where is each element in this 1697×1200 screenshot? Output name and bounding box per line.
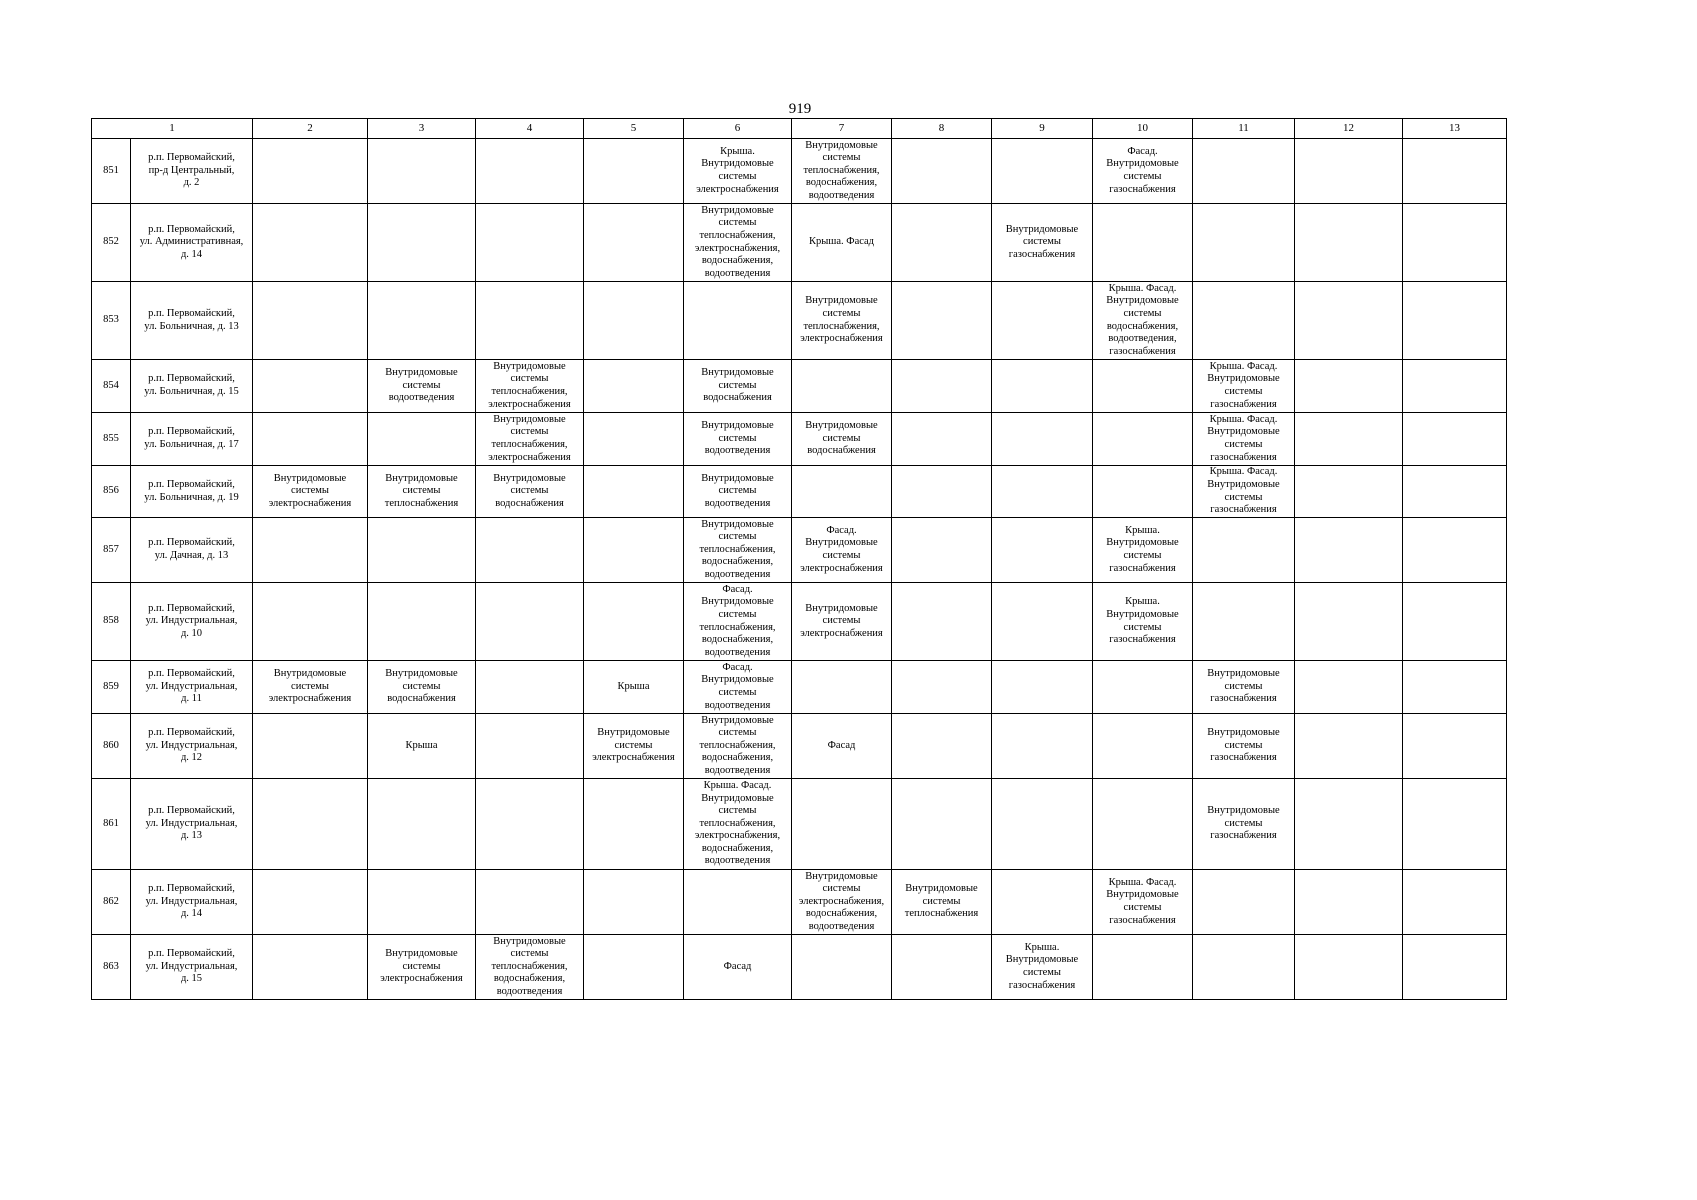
work-cell-3 [368,714,476,779]
work-cell-6 [684,204,792,282]
work-cell-10 [1093,360,1193,413]
column-number-row [92,119,1507,139]
row-number: 858 [103,615,119,627]
work-text: Крыша. Фасад. Внутридомовые системы газоснабжения [1106,876,1179,926]
work-text: Внутридомовые системы водоотведения [701,472,774,509]
row-number-cell [92,935,131,1000]
table-row [92,779,1507,870]
work-cell-4 [476,935,584,1000]
address-text: р.п. Первомайский, ул. Административная, д. 14 [139,223,244,260]
work-cell-12 [1295,583,1403,661]
work-cell-10 [1093,661,1193,714]
work-cell-13 [1403,139,1507,204]
work-cell-6 [684,282,792,360]
row-number: 857 [103,543,119,555]
work-cell-2 [253,714,368,779]
work-cell-10 [1093,466,1193,518]
work-cell-10 [1093,935,1193,1000]
work-text: Крыша. Фасад. Внутридомовые системы газоснабжения [1207,413,1280,463]
address-cell [131,870,253,935]
work-cell-12 [1295,518,1403,583]
work-text: Внутридомовые системы электроснабжения, водоснабжения, водоотведения [798,870,885,932]
work-cell-12 [1295,466,1403,518]
table-row [92,204,1507,282]
work-text: Фасад. Внутридомовые системы электроснабжения [800,524,883,574]
work-cell-5 [584,204,684,282]
work-cell-9 [992,935,1093,1000]
work-text: Внутридомовые системы газоснабжения [1005,223,1079,260]
work-cell-9 [992,466,1093,518]
work-cell-13 [1403,360,1507,413]
work-text: Крыша. Внутридомовые системы электроснабжения [696,145,779,195]
address-text: р.п. Первомайский, ул. Дачная, д. 13 [148,537,235,561]
work-cell-2 [253,870,368,935]
work-cell-9 [992,139,1093,204]
work-cell-3 [368,139,476,204]
address-cell [131,583,253,661]
page-number: 919 [788,101,812,117]
work-cell-3 [368,661,476,714]
work-cell-8 [892,714,992,779]
work-cell-4 [476,870,584,935]
work-cell-13 [1403,583,1507,661]
work-cell-6 [684,583,792,661]
column-number: 2 [253,119,368,139]
work-cell-12 [1295,139,1403,204]
work-cell-10 [1093,518,1193,583]
work-cell-3 [368,466,476,518]
work-cell-13 [1403,466,1507,518]
row-number: 863 [103,960,119,972]
work-cell-5 [584,413,684,466]
work-cell-2 [253,518,368,583]
column-number: 11 [1193,119,1295,139]
address-text: р.п. Первомайский, пр-д Центральный, д. 2 [148,152,235,189]
row-number-cell [92,466,131,518]
work-cell-7 [792,935,892,1000]
column-number: 1 [92,119,253,139]
work-cell-7 [792,661,892,714]
work-text: Внутридомовые системы газоснабжения [1207,668,1280,705]
work-text: Внутридомовые системы водоснабжения [385,668,458,705]
work-cell-11 [1193,139,1295,204]
work-cell-7 [792,870,892,935]
work-cell-9 [992,360,1093,413]
work-cell-13 [1403,661,1507,714]
work-cell-4 [476,282,584,360]
table-row [92,583,1507,661]
work-text: Внутридомовые системы теплоснабжения, водоснабжения, водоотведения [699,518,776,580]
table-row [92,360,1507,413]
work-text: Внутридомовые системы теплоснабжения [384,472,459,509]
work-cell-8 [892,935,992,1000]
work-text: Внутридомовые системы водоснабжения [805,420,878,457]
row-number-cell [92,204,131,282]
address-text: р.п. Первомайский, ул. Индустриальная, д. 10 [145,602,238,639]
work-cell-12 [1295,935,1403,1000]
work-cell-5 [584,466,684,518]
table-row [92,714,1507,779]
row-number-cell [92,413,131,466]
work-cell-8 [892,204,992,282]
work-cell-2 [253,583,368,661]
address-text: р.п. Первомайский, ул. Больничная, д. 15 [144,373,239,397]
address-text: р.п. Первомайский, ул. Больничная, д. 13 [144,307,239,332]
table-row [92,661,1507,714]
work-cell-9 [992,204,1093,282]
work-cell-7 [792,360,892,413]
work-cell-8 [892,282,992,360]
row-number-cell [92,583,131,661]
work-cell-3 [368,583,476,661]
work-cell-10 [1093,139,1193,204]
work-cell-7 [792,714,892,779]
work-cell-10 [1093,714,1193,779]
work-text: Крыша. Внутридомовые системы газоснабжения [1005,941,1079,991]
work-cell-12 [1295,714,1403,779]
work-text: Внутридомовые системы теплоснабжения, электроснабжения [488,360,571,410]
column-number: 4 [476,119,584,139]
work-cell-3 [368,935,476,1000]
address-text: р.п. Первомайский, ул. Индустриальная, д. 12 [145,727,238,764]
work-cell-2 [253,466,368,518]
work-cell-11 [1193,935,1295,1000]
work-cell-9 [992,714,1093,779]
work-cell-9 [992,661,1093,714]
work-cell-11 [1193,779,1295,870]
work-cell-11 [1193,466,1295,518]
work-cell-5 [584,935,684,1000]
column-number: 9 [992,119,1093,139]
work-text: Внутридомовые системы водоотведения [385,367,458,404]
address-text: р.п. Первомайский, ул. Индустриальная, д. 15 [145,948,238,985]
column-number: 5 [584,119,684,139]
work-cell-9 [992,413,1093,466]
work-text: Фасад [827,739,856,751]
work-cell-6 [684,413,792,466]
work-cell-6 [684,360,792,413]
work-cell-7 [792,466,892,518]
work-cell-7 [792,413,892,466]
work-cell-4 [476,714,584,779]
work-text: Крыша [617,680,650,692]
work-text: Внутридомовые системы теплоснабжения, электроснабжения [800,295,883,345]
address-text: р.п. Первомайский, ул. Больничная, д. 17 [144,426,239,450]
work-cell-8 [892,139,992,204]
work-cell-5 [584,583,684,661]
address-cell [131,661,253,714]
row-number-cell [92,360,131,413]
work-cell-11 [1193,360,1295,413]
work-text: Внутридомовые системы водоснабжения [701,367,774,404]
work-cell-11 [1193,282,1295,360]
work-cell-2 [253,282,368,360]
work-cell-5 [584,779,684,870]
column-number: 12 [1295,119,1403,139]
work-cell-5 [584,360,684,413]
work-cell-5 [584,518,684,583]
work-cell-2 [253,139,368,204]
work-text: Крыша [405,739,438,751]
work-cell-6 [684,935,792,1000]
work-cell-13 [1403,282,1507,360]
address-cell [131,779,253,870]
work-cell-5 [584,282,684,360]
work-cell-6 [684,870,792,935]
work-cell-10 [1093,204,1193,282]
work-cell-11 [1193,518,1295,583]
address-cell [131,282,253,360]
work-cell-8 [892,518,992,583]
work-cell-8 [892,360,992,413]
work-cell-4 [476,583,584,661]
row-number: 862 [103,895,119,907]
work-cell-12 [1295,282,1403,360]
work-cell-3 [368,413,476,466]
work-cell-4 [476,413,584,466]
work-cell-8 [892,779,992,870]
address-cell [131,139,253,204]
row-number: 852 [103,236,119,248]
row-number: 855 [103,432,119,444]
row-number-cell [92,870,131,935]
work-cell-8 [892,583,992,661]
row-number: 861 [103,817,119,829]
work-cell-2 [253,779,368,870]
work-cell-6 [684,139,792,204]
work-cell-10 [1093,779,1193,870]
work-cell-3 [368,779,476,870]
work-cell-12 [1295,661,1403,714]
address-cell [131,413,253,466]
work-cell-9 [992,779,1093,870]
column-number: 7 [792,119,892,139]
work-cell-9 [992,583,1093,661]
work-text: Крыша. Фасад. Внутридомовые системы теплоснабжения, электроснабжения, водоснабжения, водоотведения [694,779,781,867]
address-text: р.п. Первомайский, ул. Индустриальная, д. 13 [145,805,238,842]
row-number: 856 [103,485,119,497]
work-cell-12 [1295,360,1403,413]
work-cell-2 [253,413,368,466]
work-cell-3 [368,360,476,413]
work-cell-13 [1403,413,1507,466]
work-cell-5 [584,139,684,204]
work-text: Внутридомовые системы водоснабжения [493,472,566,509]
work-cell-8 [892,661,992,714]
work-text: Внутридомовые системы электроснабжения [800,602,883,639]
column-number: 13 [1403,119,1507,139]
address-cell [131,360,253,413]
work-cell-7 [792,779,892,870]
work-cell-11 [1193,714,1295,779]
table-row [92,466,1507,518]
work-text: Внутридомовые системы теплоснабжения, водоснабжения, водоотведения [803,139,880,201]
work-cell-9 [992,518,1093,583]
address-text: р.п. Первомайский, ул. Больничная, д. 19 [144,478,239,503]
work-text: Внутридомовые системы водоотведения [701,420,774,457]
work-cell-12 [1295,413,1403,466]
work-text: Фасад. Внутридомовые системы газоснабжения [1106,145,1179,195]
work-cell-4 [476,661,584,714]
table-row [92,935,1507,1000]
work-cell-10 [1093,282,1193,360]
row-number: 853 [103,314,119,326]
work-text: Внутридомовые системы электроснабжения [380,948,463,985]
row-number: 859 [103,680,119,692]
work-cell-7 [792,204,892,282]
work-text: Внутридомовые системы газоснабжения [1207,727,1280,764]
work-cell-6 [684,518,792,583]
work-cell-3 [368,282,476,360]
work-cell-12 [1295,779,1403,870]
column-number: 8 [892,119,992,139]
work-cell-3 [368,204,476,282]
work-cell-13 [1403,779,1507,870]
work-text: Внутридомовые системы теплоснабжения, электроснабжения [488,413,571,463]
work-cell-10 [1093,870,1193,935]
work-cell-9 [992,870,1093,935]
work-text: Внутридомовые системы теплоснабжения, электроснабжения, водоснабжения, водоотведения [694,204,781,279]
work-text: Внутридомовые системы теплоснабжения, водоснабжения, водоотведения [491,935,568,997]
work-cell-2 [253,935,368,1000]
address-cell [131,518,253,583]
work-text: Внутридомовые системы электроснабжения [592,727,675,764]
address-cell [131,204,253,282]
work-text: Крыша. Внутридомовые системы газоснабжения [1106,524,1179,574]
work-cell-13 [1403,870,1507,935]
work-cell-5 [584,714,684,779]
work-cell-6 [684,661,792,714]
work-text: Внутридомовые системы теплоснабжения, водоснабжения, водоотведения [699,714,776,776]
work-text: Крыша. Фасад. Внутридомовые системы газоснабжения [1207,360,1280,410]
row-number-cell [92,714,131,779]
work-text: Крыша. Фасад. Внутридомовые системы газоснабжения [1207,466,1280,516]
work-cell-13 [1403,714,1507,779]
work-cell-2 [253,360,368,413]
work-cell-4 [476,139,584,204]
work-cell-7 [792,139,892,204]
row-number: 851 [103,164,119,176]
work-cell-3 [368,870,476,935]
work-cell-3 [368,518,476,583]
work-text: Крыша. Внутридомовые системы газоснабжения [1106,596,1179,646]
address-cell [131,714,253,779]
work-cell-12 [1295,204,1403,282]
work-cell-8 [892,466,992,518]
table-row [92,139,1507,204]
repair-schedule-table [91,118,1507,1000]
row-number-cell [92,518,131,583]
work-cell-6 [684,779,792,870]
address-cell [131,935,253,1000]
address-text: р.п. Первомайский, ул. Индустриальная, д. 14 [145,883,238,920]
row-number: 860 [103,739,119,751]
work-cell-5 [584,870,684,935]
work-text: Фасад [723,960,752,972]
work-cell-11 [1193,204,1295,282]
work-cell-10 [1093,413,1193,466]
table-row [92,413,1507,466]
work-cell-13 [1403,518,1507,583]
row-number: 854 [103,379,119,391]
work-cell-4 [476,360,584,413]
work-cell-4 [476,518,584,583]
work-text: Крыша. Фасад [808,236,875,248]
work-cell-8 [892,870,992,935]
address-text: р.п. Первомайский, ул. Индустриальная, д. 11 [145,668,238,705]
work-cell-2 [253,204,368,282]
row-number-cell [92,779,131,870]
work-text: Внутридомовые системы электроснабжения [268,668,352,705]
work-cell-11 [1193,870,1295,935]
work-cell-4 [476,204,584,282]
work-cell-7 [792,282,892,360]
work-cell-2 [253,661,368,714]
column-number: 6 [684,119,792,139]
work-cell-13 [1403,935,1507,1000]
row-number-cell [92,282,131,360]
row-number-cell [92,139,131,204]
column-number: 10 [1093,119,1193,139]
work-cell-10 [1093,583,1193,661]
row-number-cell [92,661,131,714]
work-text: Фасад. Внутридомовые системы водоотведения [701,661,774,711]
table-row [92,282,1507,360]
work-cell-4 [476,779,584,870]
work-cell-6 [684,714,792,779]
work-cell-13 [1403,204,1507,282]
work-text: Крыша. Фасад. Внутридомовые системы водоснабжения, водоотведения, газоснабжения [1106,282,1179,357]
work-cell-7 [792,583,892,661]
work-cell-5 [584,661,684,714]
work-cell-12 [1295,870,1403,935]
column-number: 3 [368,119,476,139]
work-text: Внутридомовые системы теплоснабжения [904,883,979,920]
work-cell-11 [1193,413,1295,466]
address-cell [131,466,253,518]
work-text: Внутридомовые системы электроснабжения [268,472,352,509]
work-cell-9 [992,282,1093,360]
work-cell-8 [892,413,992,466]
table-row [92,518,1507,583]
work-cell-4 [476,466,584,518]
work-text: Внутридомовые системы газоснабжения [1207,805,1280,842]
work-text: Фасад. Внутридомовые системы теплоснабжения, водоснабжения, водоотведения [699,583,776,658]
work-cell-6 [684,466,792,518]
work-cell-11 [1193,583,1295,661]
work-cell-7 [792,518,892,583]
table-row [92,870,1507,935]
work-cell-11 [1193,661,1295,714]
